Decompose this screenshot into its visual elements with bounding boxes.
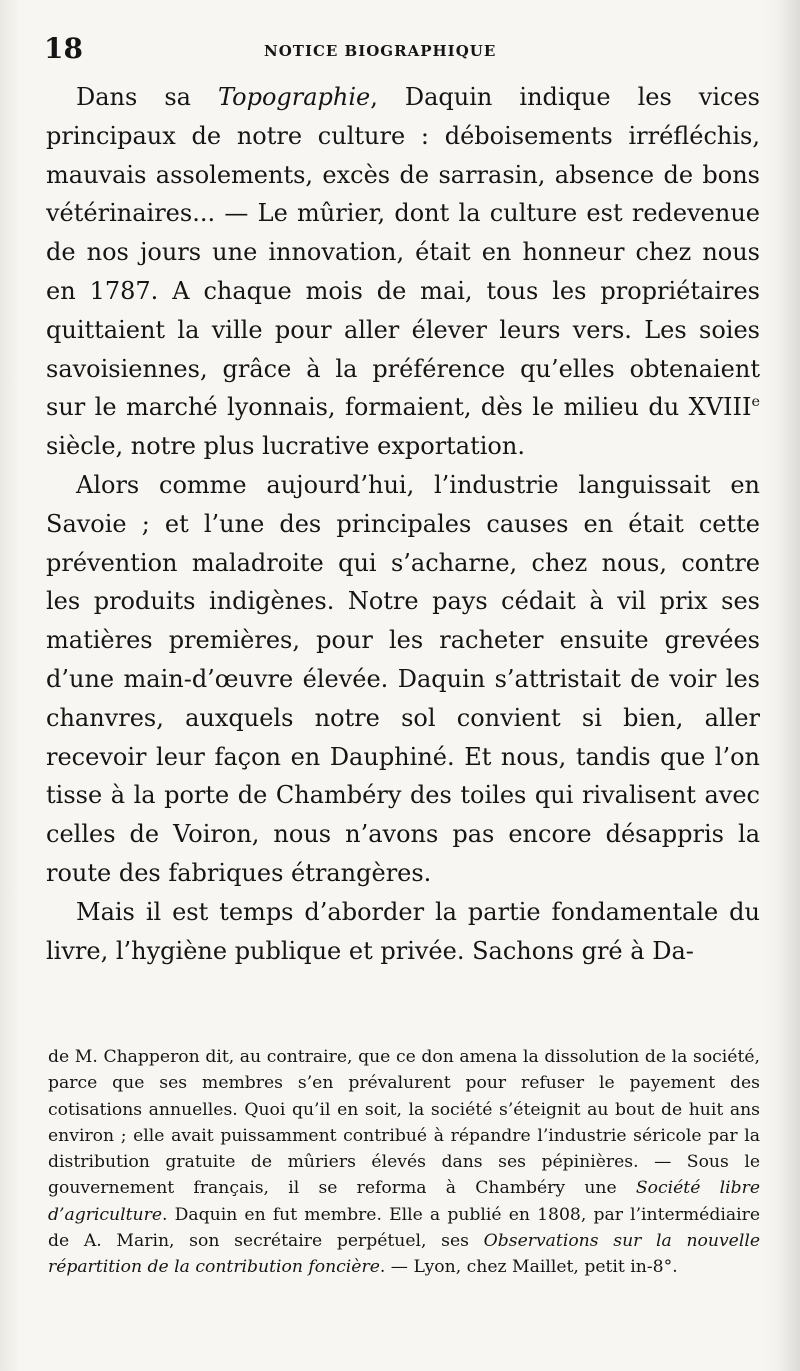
footnote-start: de M. Chapperon dit, au contraire, que ce don amena la dissolution de la société, parce que ses membres s’en prévalurent pour refuser le payement des cotisations annuelles. Quoi qu’il en soit, la société s’éteignit au bout de huit ans environ ; elle avait puissamment contribué à répandre l’industrie séricole par la distribution gratuite de mûriers élevés dans ses pépinières. — Sous le gouvernement français, il se reforma à Chambéry une [48,1047,760,1199]
paragraph-3: Mais il est temps d’aborder la partie fondamentale du livre, l’hygiène publique et privée. Sachons gré à Da- [46,897,760,965]
century-superscript: e [751,394,760,411]
footnote-block [48,1044,760,1281]
page-number: 18 [44,32,83,65]
observations-title: Observations sur la nouvelle répartition de la contribution foncière [48,1231,760,1278]
page-header [44,32,760,66]
running-head: NOTICE BIOGRAPHIQUE [264,42,497,60]
footnote [48,1044,760,1281]
footnote-middle: . Daquin en fut membre. Elle a publié en 1808, par l’intermédiaire de A. Marin, son secrétaire perpétuel, ses [48,1204,760,1252]
paragraph-1-start: Dans sa [76,83,218,111]
topographie-title: Topographie [217,83,371,111]
main-text [46,78,760,970]
paragraph-1-middle: , Daquin indique les vices principaux de notre culture : déboisements irréfléchis, mauvais assolements, excès de sarrasin, absence de bons vétérinaires... — Le mûrier, dont la culture est redevenue de nos jours une innovation, était en honneur chez nous en 1787. A chaque mois de mai, tous les propriétaires quittaient la ville pour aller élever leurs vers. Les soies savoisiennes, grâce à la préférence qu’elles obtenaient sur le marché lyonnais, formaient, dès le milieu du XVIII [46,83,760,422]
footnote-end: . — Lyon, chez Maillet, petit in-8°. [379,1257,678,1278]
paragraph-2: Alors comme aujourd’hui, l’industrie languissait en Savoie ; et l’une des principales causes en était cette prévention maladroite qui s’acharne, chez nous, contre les produits indigènes. Notre pays cédait à vil prix ses matières premières, pour les racheter ensuite grevées d’une main-d’œuvre élevée. Daquin s’attristait de voir les chanvres, auxquels notre sol convient si bien, aller recevoir leur façon en Dauphiné. Et nous, tandis que l’on tisse à la porte de Chambéry des toiles qui rivalisent avec celles de Voiron, nous n’avons pas encore désappris la route des fabriques étrangères. [46,470,760,887]
paragraph-1-end: siècle, notre plus lucrative exportation. [46,432,525,461]
paragraph-1 [46,78,760,466]
society-name: Société libre d’agriculture [48,1178,761,1225]
page-edge-shadow [778,0,800,1371]
